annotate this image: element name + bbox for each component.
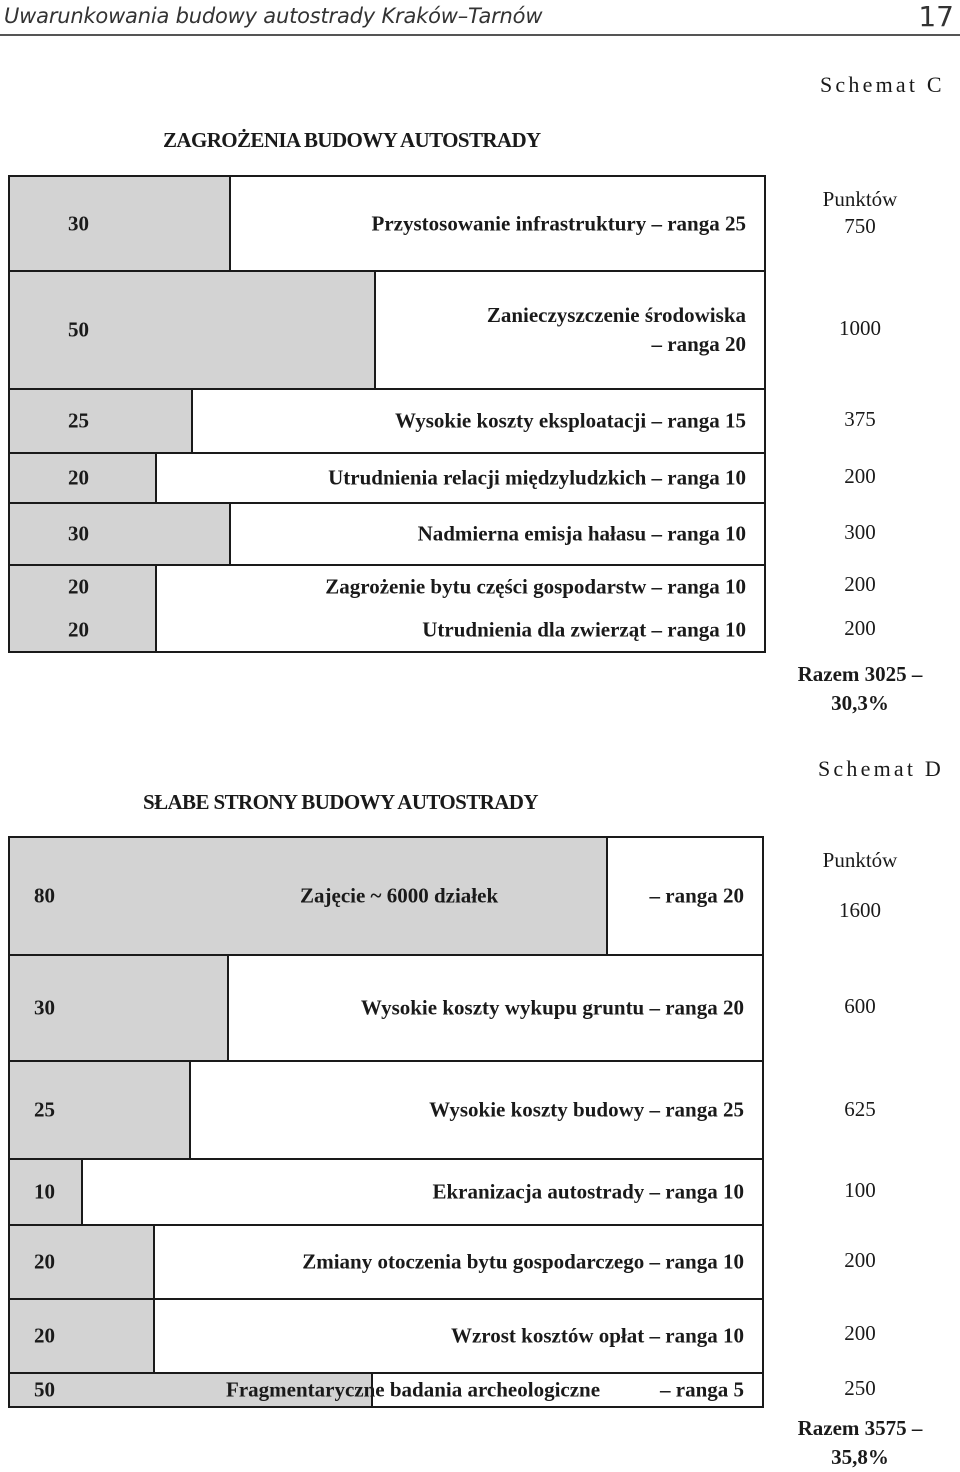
row-weight: 20	[68, 574, 89, 599]
row-label: Utrudnienia relacji międzyludzkich – ranga 10	[328, 465, 746, 490]
row-points: 300	[844, 520, 876, 544]
table-row	[8, 1060, 762, 1158]
schemat-c-total	[780, 660, 940, 718]
row-label: Wysokie koszty wykupu gruntu – ranga 20	[360, 995, 744, 1020]
table-row	[10, 177, 764, 270]
row-points: 1600	[839, 898, 881, 922]
schemat-d-label: Schemat D	[818, 756, 944, 781]
row-label-line2: – ranga 20	[651, 332, 746, 356]
row-points: 100	[844, 1178, 876, 1202]
weight-bar	[10, 390, 193, 452]
weight-bar	[10, 177, 231, 270]
schemat-c-points-header: Punktów	[822, 187, 898, 211]
table-row	[8, 1158, 762, 1224]
row-weight: 25	[68, 408, 89, 433]
row-label: Przystosowanie infrastruktury – ranga 25	[371, 211, 746, 235]
row-label	[487, 301, 746, 359]
row-label: Nadmierna emisja hałasu – ranga 10	[417, 521, 746, 546]
row-label: Wysokie koszty eksploatacji – ranga 15	[395, 408, 746, 433]
row-label-rank: – ranga 20	[649, 883, 744, 908]
page-number: 17	[918, 0, 954, 33]
weight-bar	[10, 1226, 155, 1298]
table-row	[10, 388, 764, 452]
total-line2: 30,3%	[831, 691, 889, 715]
row-points: 200	[844, 1321, 876, 1345]
table-row	[8, 836, 762, 954]
row-points: 250	[844, 1376, 876, 1400]
row-weight: 10	[34, 1179, 55, 1204]
row-weight: 20	[68, 617, 89, 641]
schemat-d-chart	[8, 836, 764, 1408]
row-label: Fragmentaryczne badania archeologiczne	[226, 1377, 601, 1402]
row-weight: 50	[68, 317, 89, 342]
row-label: Wzrost kosztów opłat – ranga 10	[450, 1323, 744, 1348]
row-weight: 50	[34, 1377, 55, 1402]
row-label: Wysokie koszty budowy – ranga 25	[429, 1097, 744, 1122]
row-points: 200	[844, 572, 876, 596]
row-weight: 20	[34, 1323, 55, 1348]
row-label-line1: Zanieczyszczenie środowiska	[486, 303, 746, 327]
total-line1: Razem 3575 –	[797, 1416, 923, 1440]
row-weight: 20	[68, 465, 89, 490]
table-row	[8, 1372, 762, 1406]
table-row	[10, 452, 764, 502]
row-weight: 20	[34, 1249, 55, 1274]
weight-bar	[10, 1300, 155, 1372]
row-weight: 30	[34, 995, 55, 1020]
row-label: Zajęcie ~ 6000 działek	[300, 883, 499, 908]
table-row	[8, 1298, 762, 1372]
table-row	[10, 564, 764, 608]
table-row	[8, 1224, 762, 1298]
schemat-c-title: ZAGROŻENIA BUDOWY AUTOSTRADY	[163, 128, 541, 152]
row-weight: 25	[34, 1097, 55, 1122]
schemat-c-label: Schemat C	[820, 72, 945, 97]
row-weight: 80	[34, 883, 55, 908]
row-points: 200	[844, 616, 876, 640]
row-points: 1000	[839, 316, 881, 340]
row-label-rank: – ranga 5	[660, 1377, 744, 1402]
schemat-d-points-header: Punktów	[822, 848, 898, 872]
table-row	[10, 270, 764, 388]
weight-bar	[10, 504, 231, 564]
row-label: Zagrożenie bytu części gospodarstw – ranga 10	[325, 574, 746, 599]
running-header-title: Uwarunkowania budowy autostrady Kraków–Tarnów	[4, 4, 543, 28]
table-row	[10, 608, 764, 651]
weight-bar	[10, 272, 376, 388]
row-label: Ekranizacja autostrady – ranga 10	[432, 1179, 744, 1204]
total-line1: Razem 3025 –	[797, 662, 923, 686]
row-label: Zmiany otoczenia bytu gospodarczego – ranga 10	[302, 1249, 744, 1274]
row-weight: 30	[68, 211, 89, 235]
table-row	[10, 502, 764, 564]
row-weight: 30	[68, 521, 89, 546]
header-rule	[0, 34, 960, 36]
row-points: 200	[844, 464, 876, 488]
total-line2: 35,8%	[831, 1445, 889, 1469]
schemat-c-chart	[8, 175, 766, 653]
row-points: 200	[844, 1248, 876, 1272]
row-points: 600	[844, 994, 876, 1018]
row-points: 625	[844, 1097, 876, 1121]
table-row	[8, 954, 762, 1060]
row-points: 750	[844, 214, 876, 238]
row-points: 375	[844, 407, 876, 431]
row-label: Utrudnienia dla zwierząt – ranga 10	[422, 617, 746, 641]
schemat-d-total	[780, 1414, 940, 1472]
schemat-d-title: SŁABE STRONY BUDOWY AUTOSTRADY	[143, 790, 538, 814]
